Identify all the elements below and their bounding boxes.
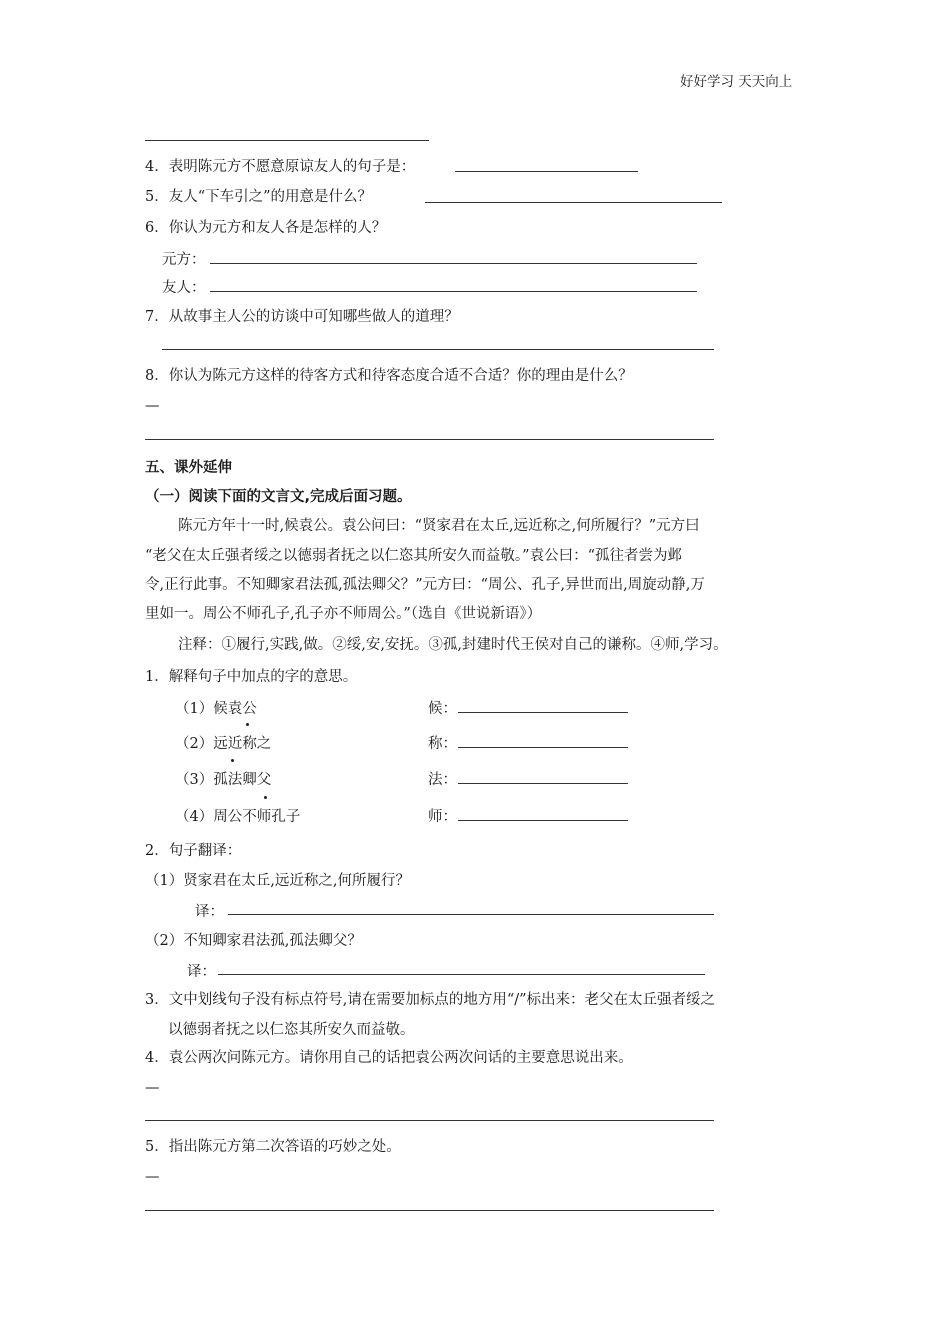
answer-label-yuanfang: 元方：: [162, 252, 206, 268]
question-4: 4．表明陈元方不愿意原谅友人的句子是：: [145, 159, 416, 175]
q2-translate-label-2: 译：: [187, 964, 216, 980]
answer-line[interactable]: [145, 1210, 714, 1211]
emphasis-dot: [246, 723, 249, 726]
question-3-line-1: 3．文中划线句子没有标点符号,请在需要加标点的地方用“/”标出来：老父在太丘强者绥之: [145, 992, 716, 1008]
answer-line[interactable]: [218, 974, 705, 975]
q1-item-2-char: 称：: [428, 736, 457, 752]
question-1: 1．解释句子中加点的字的意思。: [145, 669, 358, 685]
answer-dash: —: [145, 398, 160, 414]
answer-line[interactable]: [458, 712, 628, 713]
question-4b: 4．袁公两次问陈元方。请你用自己的话把袁公两次问话的主要意思说出来。: [145, 1050, 633, 1066]
answer-line[interactable]: [210, 263, 697, 264]
answer-line[interactable]: [210, 291, 697, 292]
answer-line[interactable]: [458, 783, 628, 784]
emphasis-dot: [264, 796, 267, 799]
answer-line[interactable]: [425, 202, 722, 203]
notes: 注释：①履行,实践,做。②绥,安,安抚。③孤,封建时代王侯对自己的谦称。④师,学习。: [178, 637, 728, 653]
q1-item-1-char: 候：: [428, 701, 457, 717]
answer-line[interactable]: [455, 171, 638, 172]
q2-sentence-1: （1）贤家君在太丘,远近称之,何所履行？: [145, 873, 410, 889]
answer-line[interactable]: [162, 349, 714, 350]
answer-label-friend: 友人：: [162, 280, 206, 296]
section-subtitle: （一）阅读下面的文言文,完成后面习题。: [145, 489, 412, 505]
answer-line[interactable]: [145, 439, 714, 440]
emphasis-dot: [231, 759, 234, 762]
answer-line[interactable]: [458, 747, 628, 748]
question-7: 7．从故事主人公的访谈中可知哪些做人的道理？: [145, 309, 459, 325]
q1-item-1-sentence: （1）候袁公: [175, 701, 257, 717]
passage-line-4: 里如一。周公不师孔子,孔子亦不师周公。”（选自《世说新语》）: [145, 606, 542, 622]
q1-item-4-char: 师：: [428, 809, 457, 825]
answer-line[interactable]: [458, 820, 628, 821]
page-header: 好好学习 天天向上: [680, 74, 793, 90]
q2-translate-label-1: 译：: [195, 904, 224, 920]
q1-item-4-sentence: （4）周公不师孔子: [175, 809, 301, 825]
passage-line-3: 令,正行此事。不知卿家君法孤,孤法卿父？”元方曰：“周公、孔子,异世而出,周旋动静,万: [145, 577, 705, 593]
question-5: 5．友人“下车引之”的用意是什么？: [145, 189, 373, 205]
question-6: 6．你认为元方和友人各是怎样的人？: [145, 220, 387, 236]
passage-line-1: 陈元方年十一时,候袁公。袁公问曰：“贤家君在太丘,远近称之,何所履行？”元方曰: [178, 518, 700, 534]
q1-item-3-sentence: （3）孤法卿父: [175, 772, 272, 788]
q2-sentence-2: （2）不知卿家君法孤,孤法卿父？: [145, 933, 362, 949]
answer-dash: —: [145, 1080, 160, 1096]
q1-item-2-sentence: （2）远近称之: [175, 736, 272, 752]
answer-line[interactable]: [145, 140, 429, 141]
section-title: 五、课外延伸: [145, 460, 232, 476]
answer-line[interactable]: [145, 1120, 714, 1121]
question-3-line-2: 以德弱者抚之以仁恣其所安久而益敬。: [168, 1022, 415, 1038]
answer-dash: —: [145, 1169, 160, 1185]
question-2: 2．句子翻译：: [145, 843, 242, 859]
question-5b: 5．指出陈元方第二次答语的巧妙之处。: [145, 1139, 401, 1155]
question-8: 8．你认为陈元方这样的待客方式和待客态度合适不合适？你的理由是什么？: [145, 368, 633, 384]
passage-line-2: “老父在太丘强者绥之以德弱者抚之以仁恣其所安久而益敬。”袁公曰：“孤往者尝为邺: [145, 548, 682, 564]
answer-line[interactable]: [228, 914, 714, 915]
q1-item-3-char: 法：: [428, 772, 457, 788]
